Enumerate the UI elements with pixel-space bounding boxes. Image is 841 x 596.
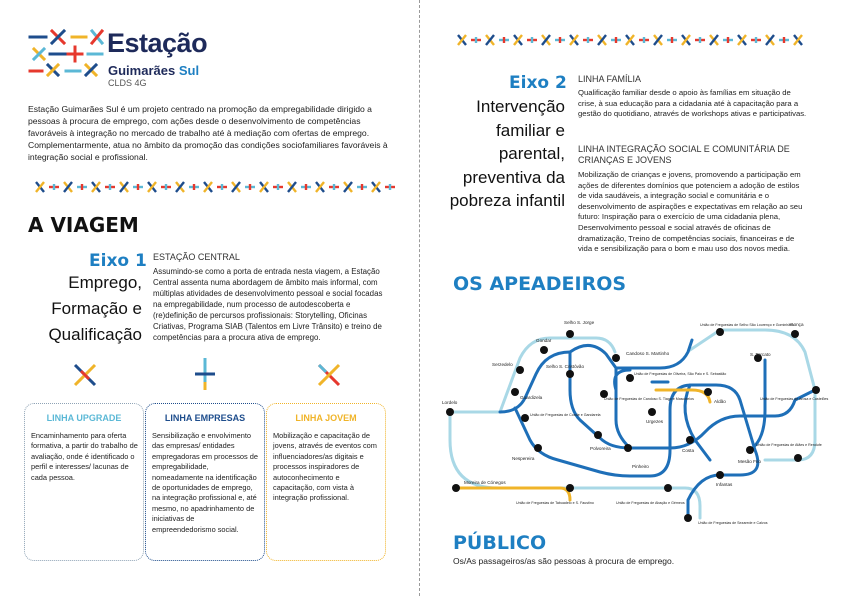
publico-heading: PÚBLICO [453,532,547,554]
station-sezarede-calvos [684,514,692,522]
pattern-mark [779,37,789,43]
pattern-mark [598,35,606,45]
pattern-mark [695,37,705,43]
label-abacao-gemeos: União de Freguesias de Abação e Gémeos [616,501,685,505]
card-text: Encaminhamento para oferta formativa, a partir do trabalho de avaliação, onde é identificado o perfil e interesses/ lacunas de cada pessoa. [31,431,138,482]
publico-text: Os/As passageiros/as são pessoas à procura de emprego. [453,556,675,566]
station-conde-gandarela [521,414,529,422]
line-dark-4 [515,408,650,476]
pattern-mark [49,184,59,190]
intro-paragraph: Estação Guimarães Sul é um projeto centrado na promoção da empregabilidade dirigido a pessoas à procura de emprego, com ações desde o desenvolvimento de competências favoráveis à integração no mercado de trabalho até à mediação com ofertas de emprego. Complementarmente, atua no âmbito da promoção das condições sociofamiliares favoráveis à integração social e profissional. [28,104,388,162]
label-s-torcato: S. Torcato [750,352,771,357]
label-arosa-castelaes: União de Freguesias de Arosa e Castelões [760,397,829,401]
label-mesao-frio: Mesão Frio [738,459,761,464]
linha-integracao-text: Mobilização de crianças e jovens, promovendo a participação em ações de diferentes domínios que potenciem a adoção de estilos de vida saudáveis, a integração social e comunitária e o desenvolvimento de aspirações e expectativas em relação ao seu futuro: Inspiração para o exercício de uma cidadania plena, Desenvolvimento pessoal e social através de oficinas de dramatização, Treino de competências sociais, financeiras e de vida e sensibilização para o bom e mau uso dos novos media. [578,170,803,254]
pattern-mark [555,37,565,43]
station-candoso-s-martinho [612,354,620,362]
pattern-mark [542,35,550,45]
eixo1-title: Emprego, Formação e Qualificação [48,273,142,344]
pattern-mark [288,182,296,192]
pattern-mark [766,35,774,45]
pattern-mark [204,182,212,192]
station-gonca [791,330,799,338]
pattern-divider-right [456,33,808,47]
station-tabuadelo [566,484,574,492]
pattern-mark [794,35,802,45]
station-serzedelo [516,366,524,374]
station-selho-s-lourenco [716,328,724,336]
label-infantas: Infantas [716,482,733,487]
card-text: Mobilização e capacitação de jovens, através de eventos com influenciadores/as digitais e processos inspiradores de autoconhecimento e capacitação, com vista à integração profissional. [273,431,377,503]
station-guardizela [511,388,519,396]
cross-icon-empresas [193,356,217,392]
label-oliveira: União de Freguesias de Oliveira, São Paio e S. Sebastião [634,372,727,376]
label-moreira-conegos: Moreira de Cónegos [464,480,506,485]
station-nespereira [534,444,542,452]
label-selho-s-jorge: Selho S. Jorge [564,320,595,325]
viagem-heading: A VIAGEM [28,213,139,237]
station-selho-s-cristovao [566,370,574,378]
linha-integracao-label: LINHA INTEGRAÇÃO SOCIAL E COMUNITÁRIA DE CRIANÇAS E JOVENS [578,144,790,165]
label-tabuadelo: União de Freguesias de Tabuadelo e S. Faustino [516,501,594,505]
label-urgezes: Urgezes [646,419,664,424]
pattern-mark [514,35,522,45]
label-selho-s-lourenco: União de Freguesias de Selho São Lourenço e Gominhães [700,323,795,327]
label-sezarede-calvos: União de Freguesias de Sezarede e Calvos [698,521,768,525]
station-urgezes [648,408,656,416]
station-abacao-gemeos [664,484,672,492]
pattern-mark [161,184,171,190]
label-serzedelo: Serzedelo [492,362,513,367]
pattern-mark [751,37,761,43]
station-infantas [716,471,724,479]
pattern-mark [301,184,311,190]
card-title: LINHA EMPRESAS [164,413,246,423]
label-conde-gandarela: União de Freguesias de Conde e Gandarela [530,413,601,417]
station-ataes-rendufe [794,454,802,462]
pattern-mark [527,37,537,43]
metro-map [420,300,841,532]
line-light-top [450,338,615,412]
pattern-mark [133,184,143,190]
station-selho-s-jorge [566,330,574,338]
pattern-mark [105,184,115,190]
pattern-mark [260,182,268,192]
pattern-mark [738,35,746,45]
label-selho-s-cristovao: Selho S. Cristóvão [546,364,585,369]
label-pinheiro: Pinheiro [632,464,649,469]
label-aldao: Aldão [714,399,726,404]
pattern-mark [329,184,339,190]
pattern-mark [667,37,677,43]
pattern-mark [245,184,255,190]
pattern-mark [357,184,367,190]
pattern-mark [710,35,718,45]
station-arosa-castelaes [812,386,820,394]
eixo2-title: Intervenção familiar e parental, preventiva da pobreza infantil [449,97,565,210]
logo-clds: CLDS 4G [108,78,147,88]
label-gonca: Gonça [790,322,804,327]
card-title: LINHA UPGRADE [46,413,122,423]
eixo1-label: Eixo 1 [89,251,147,271]
card-title: LINHA JOVEM [295,413,357,423]
station-polvoreira [594,431,602,439]
station-costa [686,436,694,444]
label-ataes-rendufe: União de Freguesias de Atães e Rendufe [756,443,822,447]
pattern-mark [486,35,494,45]
pattern-mark [77,184,87,190]
pattern-divider-left [34,180,404,194]
card-linha-jovem [266,403,386,561]
pattern-mark [64,182,72,192]
label-polvoreira: Polvoreira [590,446,611,451]
pattern-mark [611,37,621,43]
pattern-mark [36,182,44,192]
pattern-mark [273,184,283,190]
logo-pattern-icon [28,27,104,77]
eixo2-label: Eixo 2 [509,73,567,93]
pattern-mark [458,35,466,45]
card-linha-upgrade [24,403,144,561]
pattern-mark [189,184,199,190]
pattern-mark [723,37,733,43]
station-aldao [704,388,712,396]
logo-title: Estação [107,28,208,58]
pattern-mark [316,182,324,192]
pattern-mark [372,182,380,192]
logo-subtitle: Guimarães Sul [108,63,200,78]
pattern-mark [654,35,662,45]
label-candoso-s-martinho: Candoso S. Martinho [626,351,670,356]
pattern-mark [176,182,184,192]
pattern-mark [639,37,649,43]
label-candoso-mascotelos: União de Freguesias de Candoso S. Tiago e Mascotelos [604,397,694,401]
cross-icon-jovem [316,362,342,388]
label-nespereira: Nespereira [512,456,535,461]
estacao-central-label: ESTAÇÃO CENTRAL [153,252,240,262]
station-oliveira [626,374,634,382]
label-guardizela: Guardizela [520,395,543,400]
linha-familia-label: LINHA FAMÍLIA [578,74,642,84]
station-moreira-conegos [452,484,460,492]
pattern-mark [385,184,395,190]
pattern-mark [120,182,128,192]
card-text: Sensibilização e envolvimento das empresas/ entidades empregadoras em processos de empregabilidade, nomeadamente na identificação de oportunidades de emprego, na integração profissional e, até mesmo, no apadrinhamento de iniciativas de empreendedorismo social. [152,431,258,534]
card-linha-empresas [145,403,265,561]
cross-icon-upgrade [72,362,98,388]
pattern-mark [344,182,352,192]
station-gondar [540,346,548,354]
station-pinheiro [624,444,632,452]
pattern-mark [499,37,509,43]
pattern-mark [148,182,156,192]
pattern-mark [232,182,240,192]
pattern-mark [682,35,690,45]
linha-familia-text: Qualificação familiar desde o apoio às famílias em situação de crise, à sua educação para a cidadania até à capacitação para a gestão do quotidiano, através de workshops ativas e participativas. [578,88,807,119]
pattern-mark [92,182,100,192]
apeadeiros-heading: OS APEADEIROS [453,273,627,295]
station-lordelo [446,408,454,416]
line-yellow-bottom [456,488,570,500]
pattern-mark [471,37,481,43]
pattern-mark [217,184,227,190]
pattern-mark [570,35,578,45]
pattern-mark [583,37,593,43]
label-costa: Costa [682,448,695,453]
label-gondar: Gondar [536,338,552,343]
pattern-mark [626,35,634,45]
estacao-central-text: Assumindo-se como a porta de entrada nesta viagem, a Estação Central assenta numa abordagem de âmbito mais informal, com múltiplas atividades de desenvolvimento pessoal e social focadas na empregabilidade, num processo de autodescoberta e (re)definição de percursos profissionais: Storytelling, Oficinas Criativas, Programa SIAB (Talentos em Livre Trânsito) e treino de competências para a procura ativa de emprego. [153,267,383,342]
station-mesao-frio [746,446,754,454]
label-lordelo: Lordelo [442,400,458,405]
